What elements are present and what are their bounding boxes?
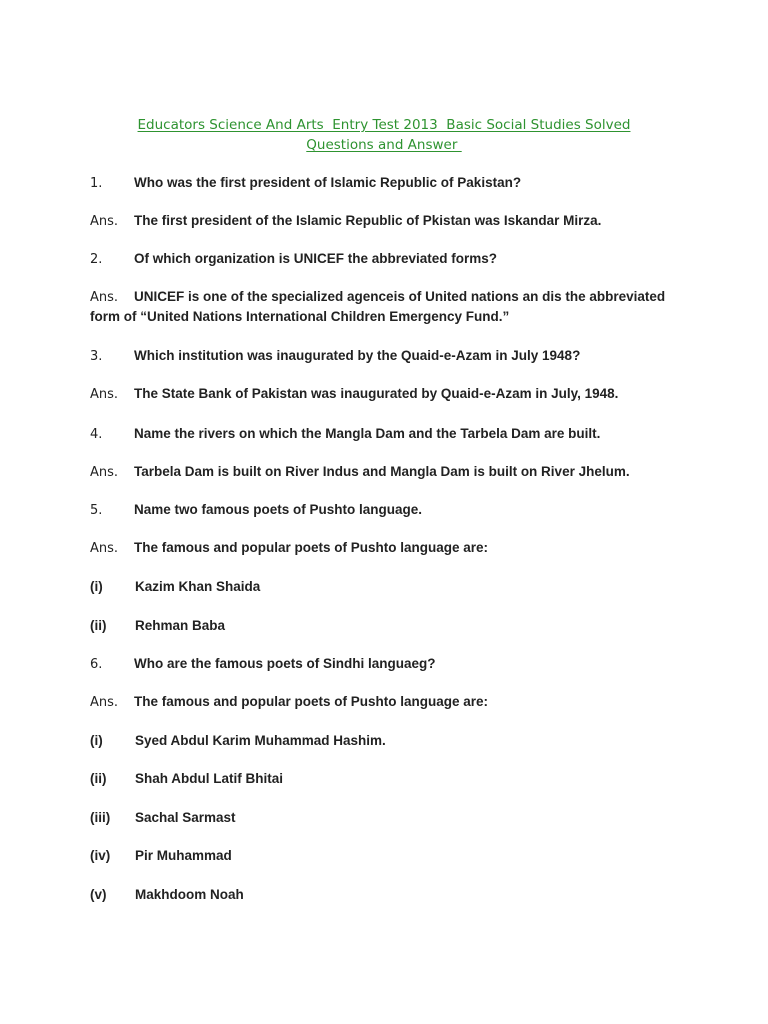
item-label: (ii) [90, 618, 107, 633]
item-text: Of which organization is UNICEF the abbreviated forms? [134, 251, 498, 266]
item-text: Tarbela Dam is built on River Indus and Mangla Dam is built on River Jhelum. [134, 464, 630, 479]
question-4 [90, 424, 680, 445]
list-item [90, 731, 680, 751]
item-label: 2. [90, 252, 103, 267]
item-text: Makhdoom Noah [135, 887, 244, 902]
title-line-2: Questions and Answer [306, 137, 462, 153]
item-text: Who was the first president of Islamic Republic of Pakistan? [134, 175, 522, 190]
item-text: Who are the famous poets of Sindhi languaeg? [134, 656, 436, 671]
answer-2-continued [90, 307, 680, 327]
item-text: Syed Abdul Karim Muhammad Hashim. [135, 733, 386, 748]
answer-5 [90, 538, 680, 559]
question-1 [90, 173, 680, 194]
list-item [90, 846, 680, 866]
item-label: (i) [90, 733, 103, 748]
list-item [90, 616, 680, 636]
item-text: The famous and popular poets of Pushto language are: [134, 540, 489, 555]
question-6 [90, 654, 680, 675]
item-label: (ii) [90, 771, 107, 786]
title-line-1: Educators Science And Arts Entry Test 2013 Basic Social Studies Solved [137, 117, 631, 133]
item-text: The first president of the Islamic Republic of Pkistan was Iskandar Mirza. [134, 213, 602, 228]
item-label: Ans. [90, 387, 119, 402]
item-label: 5. [90, 503, 103, 518]
item-text: UNICEF is one of the specialized agenceis of United nations an dis the abbreviated [134, 289, 666, 304]
list-item [90, 769, 680, 789]
item-label: Ans. [90, 695, 119, 710]
item-label: (i) [90, 579, 103, 594]
item-text: Name two famous poets of Pushto language. [134, 502, 423, 517]
item-text: form of “United Nations International Children Emergency Fund.” [90, 309, 510, 324]
item-text: Pir Muhammad [135, 848, 232, 863]
item-label: (iii) [90, 810, 111, 825]
item-text: Which institution was inaugurated by the Quaid-e-Azam in July 1948? [134, 348, 581, 363]
item-label: 3. [90, 349, 103, 364]
item-label: 1. [90, 176, 103, 191]
question-5 [90, 500, 680, 521]
item-text: Name the rivers on which the Mangla Dam and the Tarbela Dam are built. [134, 426, 601, 441]
item-label: (iv) [90, 848, 111, 863]
item-label: 4. [90, 427, 103, 442]
list-item [90, 577, 680, 597]
answer-4 [90, 462, 680, 483]
document-title [90, 115, 678, 155]
item-text: The famous and popular poets of Pushto language are: [134, 694, 489, 709]
answer-2 [90, 287, 680, 308]
item-text: Shah Abdul Latif Bhitai [135, 771, 283, 786]
item-text: Rehman Baba [135, 618, 226, 633]
item-text: Sachal Sarmast [135, 810, 236, 825]
list-item [90, 808, 680, 828]
item-label: Ans. [90, 290, 119, 305]
item-label: Ans. [90, 465, 119, 480]
answer-3 [90, 384, 680, 405]
question-2 [90, 249, 680, 270]
item-label: Ans. [90, 541, 119, 556]
answer-6 [90, 692, 680, 713]
item-text: Kazim Khan Shaida [135, 579, 261, 594]
question-3 [90, 346, 680, 367]
item-label: Ans. [90, 214, 119, 229]
item-label: 6. [90, 657, 103, 672]
item-text: The State Bank of Pakistan was inaugurated by Quaid-e-Azam in July, 1948. [134, 386, 619, 401]
list-item [90, 885, 680, 905]
answer-1 [90, 211, 680, 232]
item-label: (v) [90, 887, 107, 902]
